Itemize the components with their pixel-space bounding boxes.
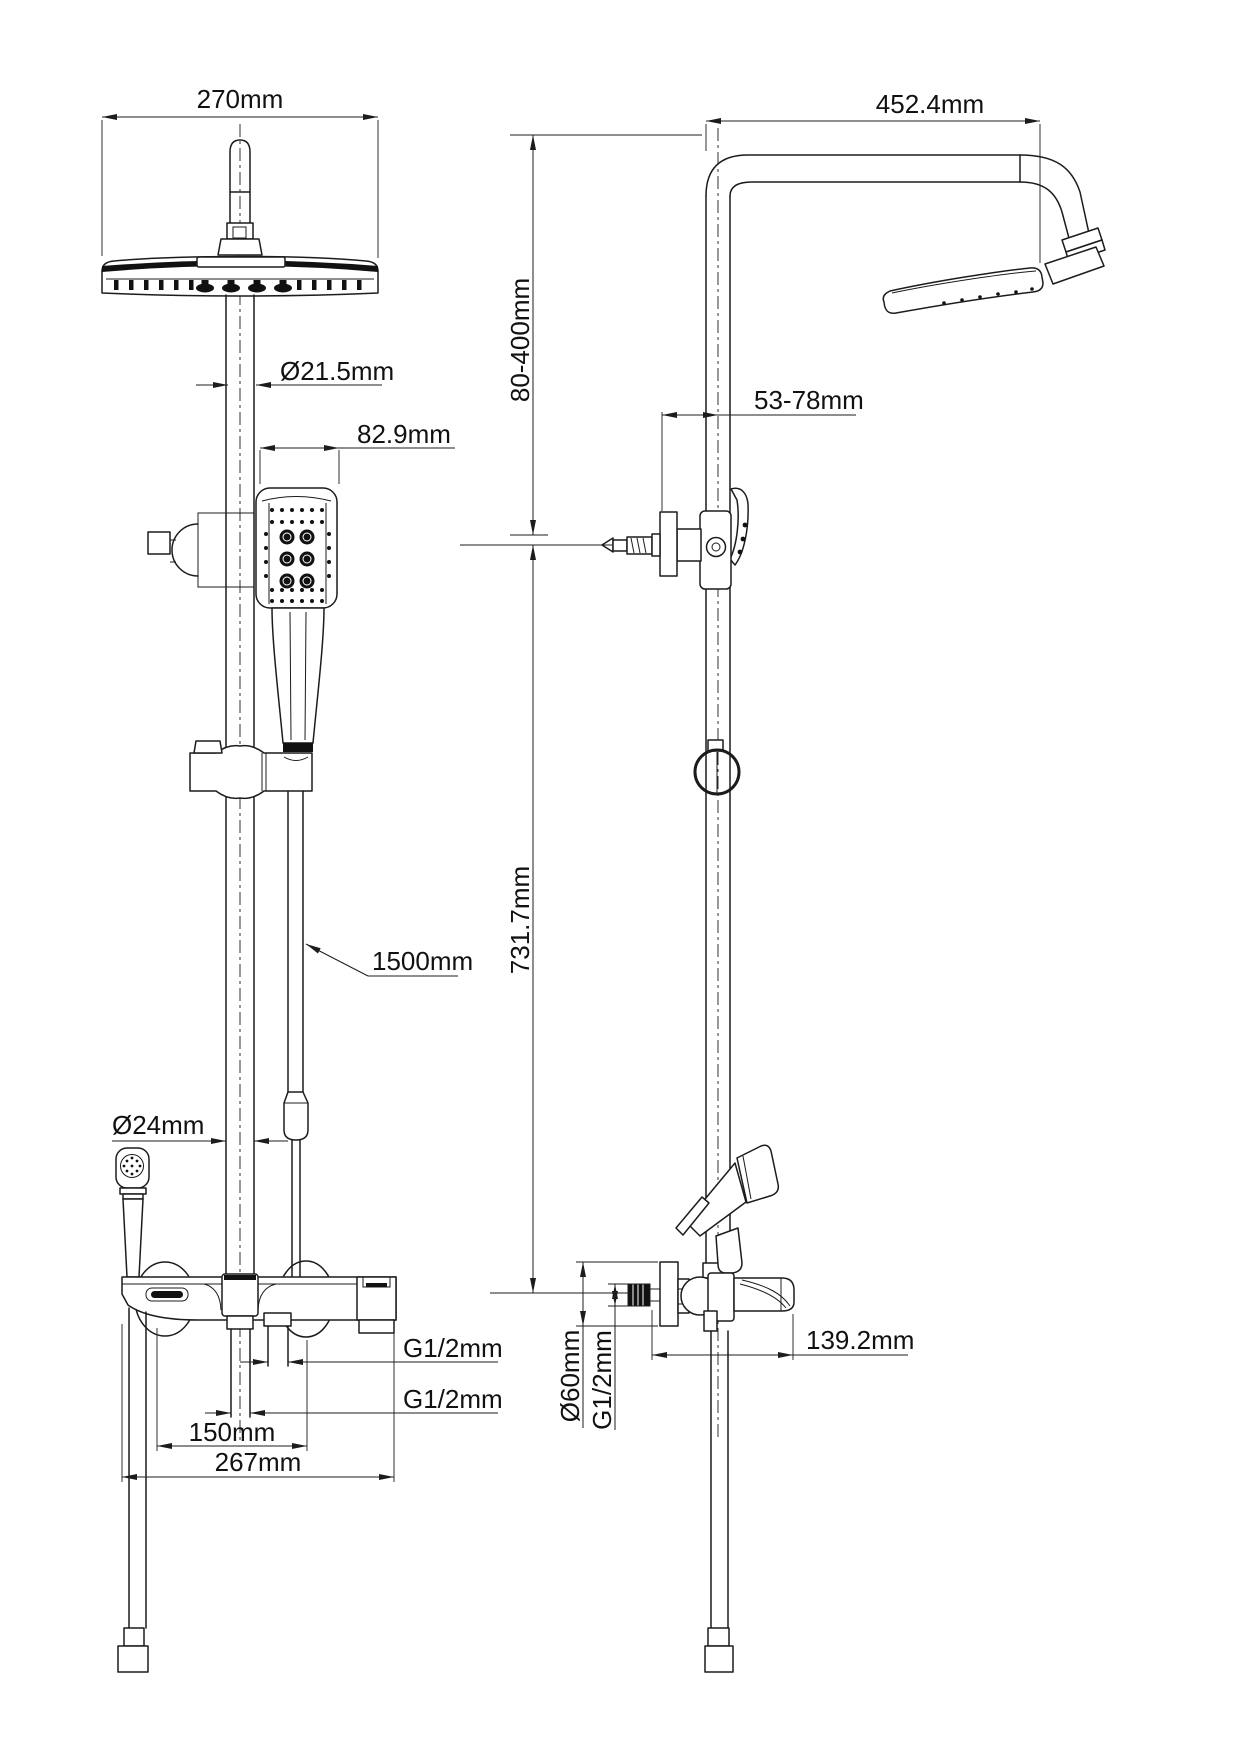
diverter-block xyxy=(357,1277,396,1333)
dim-hose-length-label: 1500mm xyxy=(372,946,474,976)
sprayer-hose-side xyxy=(705,1331,733,1672)
front-view xyxy=(102,84,503,1672)
bidet-sprayer-front xyxy=(116,1148,149,1277)
waterfall-spout-slot xyxy=(151,1291,183,1298)
dim-hose-length xyxy=(306,944,473,976)
dim-height-adjustment xyxy=(505,135,702,535)
dim-hand-shower-width-label: 82.9mm xyxy=(357,419,451,449)
dim-pole-height xyxy=(460,545,630,1293)
wall-flange xyxy=(660,1262,678,1326)
dim-middle-outlet-thread-label: G1/2mm xyxy=(403,1333,503,1363)
gooseneck-arm xyxy=(706,155,1105,284)
wall-bracket-front xyxy=(148,513,254,587)
dim-arm-reach-label: 452.4mm xyxy=(875,89,985,119)
hand-shower xyxy=(256,488,337,752)
side-outlet xyxy=(264,1313,291,1366)
dim-mixer-width-label: 267mm xyxy=(214,1447,302,1477)
dim-hand-shower-width xyxy=(260,419,455,484)
dim-mixer-depth xyxy=(652,1310,914,1360)
dim-bottom-outlet-thread-label: G1/2mm xyxy=(403,1384,503,1414)
threaded-inlet xyxy=(628,1284,650,1306)
dim-height-adjustment-label: 80-400mm xyxy=(505,277,535,403)
dim-mixer-width xyxy=(122,1324,394,1482)
dim-wall-clearance-label: 53-78mm xyxy=(754,385,864,415)
bidet-sprayer-side xyxy=(676,1145,778,1278)
mixer-side xyxy=(628,1262,794,1331)
side-view xyxy=(460,89,1105,1672)
dim-inlet-thread xyxy=(587,1284,630,1430)
dim-inlet-spacing xyxy=(157,1328,307,1451)
hand-shower-handle xyxy=(272,608,324,743)
dim-mixer-depth-label: 139.2mm xyxy=(806,1325,915,1355)
mixer-front xyxy=(122,1261,396,1417)
sprayer-hose-front xyxy=(118,1308,148,1672)
dim-inlet-spacing-label: 150mm xyxy=(188,1417,276,1447)
dim-inlet-thread-label: G1/2mm xyxy=(587,1330,617,1430)
overhead-shower-head-side xyxy=(883,268,1043,313)
dim-head-width-label: 270mm xyxy=(196,84,284,114)
shower-hose-front xyxy=(284,791,308,1277)
pipe-mount-block xyxy=(222,1274,258,1316)
dim-flange-diameter-label: Ø60mm xyxy=(555,1329,585,1423)
mixer-deck xyxy=(122,1277,396,1320)
dim-wall-clearance xyxy=(662,385,864,511)
dim-pipe-diameter-label: Ø21.5mm xyxy=(280,356,395,386)
dim-pole-height-label: 731.7mm xyxy=(505,865,535,975)
dim-middle-outlet-thread xyxy=(240,1333,503,1363)
wall-bracket-side xyxy=(597,488,748,589)
dim-arm-reach xyxy=(706,89,1040,263)
overhead-shower-head xyxy=(102,257,378,297)
dim-lower-pipe-diameter xyxy=(112,1110,288,1141)
dim-lower-pipe-diameter-label: Ø24mm xyxy=(112,1110,205,1140)
slider-ring xyxy=(695,740,739,794)
